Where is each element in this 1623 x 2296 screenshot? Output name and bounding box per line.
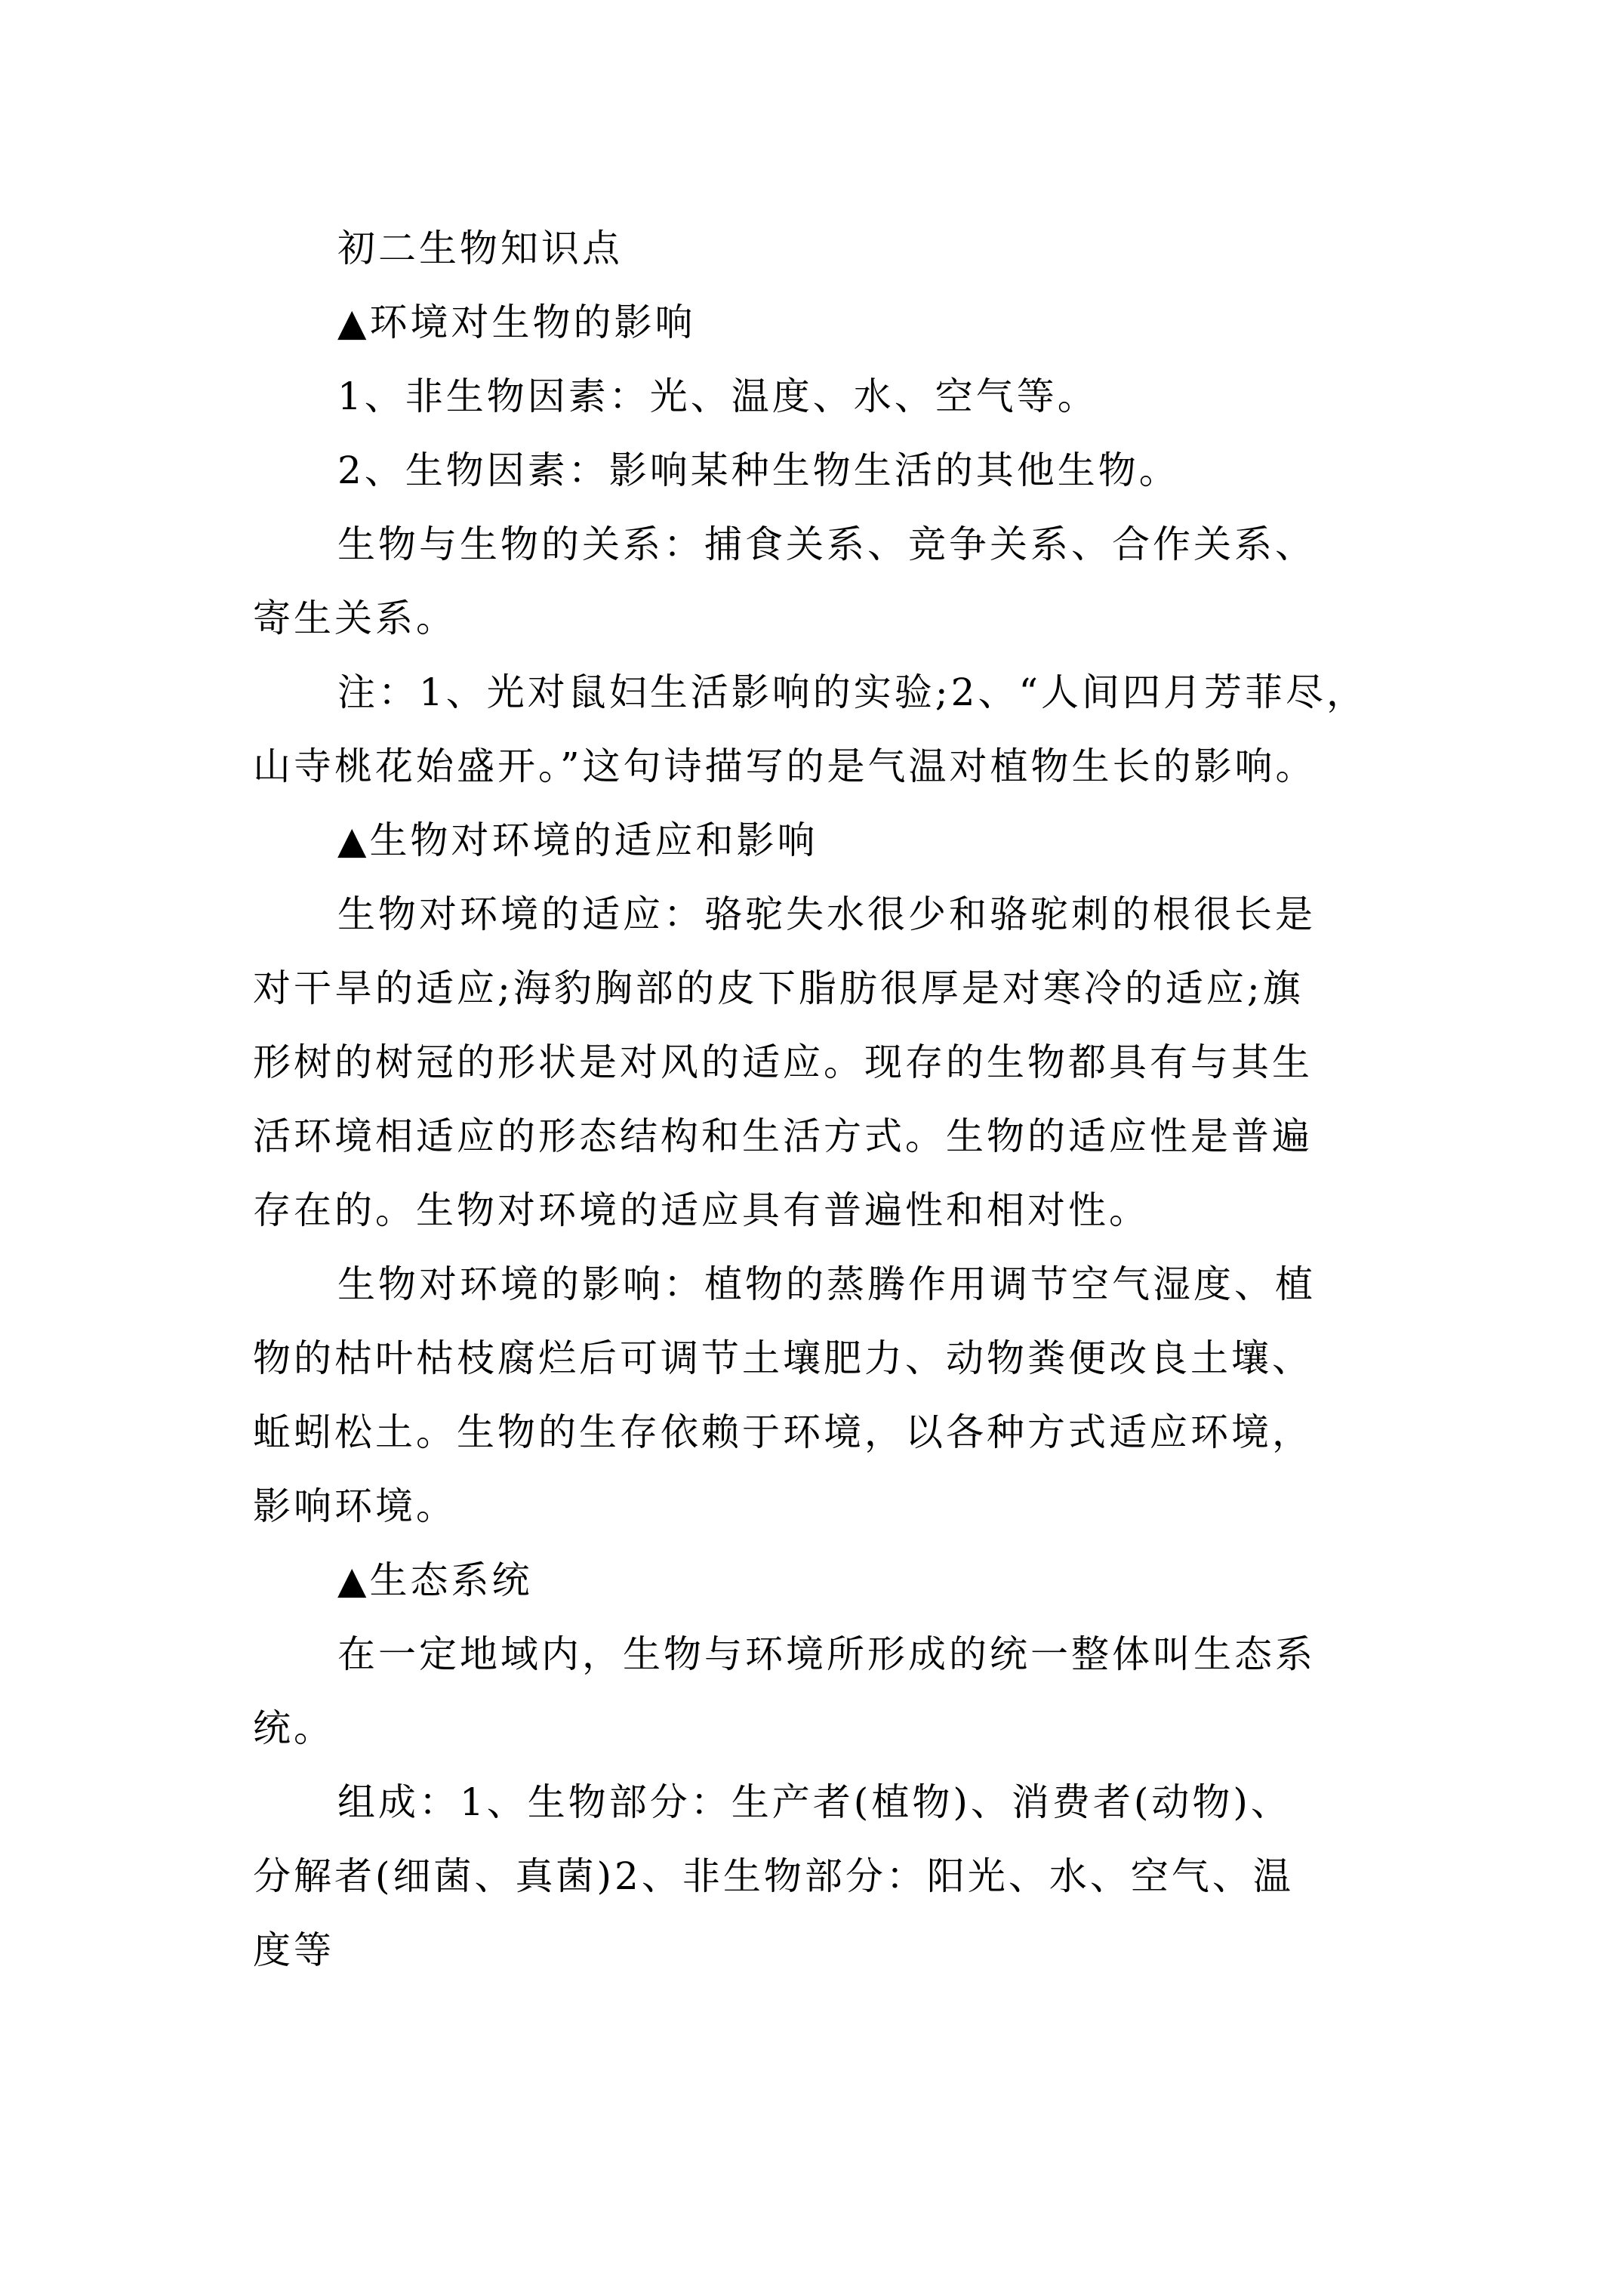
paragraph-line: 生物对环境的影响：植物的蒸腾作用调节空气湿度、植: [337, 1262, 1316, 1306]
paragraph-line: 生物对环境的适应：骆驼失水很少和骆驼刺的根很长是: [337, 892, 1316, 936]
paragraph-line: 注：1、光对鼠妇生活影响的实验;2、“人间四月芳菲尽，: [337, 670, 1368, 714]
paragraph-line: 影响环境。: [253, 1484, 457, 1528]
paragraph-line: 在一定地域内，生物与环境所形成的统一整体叫生态系: [337, 1632, 1316, 1676]
paragraph-line: 蚯蚓松土。生物的生存依赖于环境，以各种方式适应环境，: [253, 1410, 1313, 1454]
paragraph-line: 生物与生物的关系：捕食关系、竞争关系、合作关系、: [337, 522, 1316, 566]
paragraph-line: 活环境相适应的形态结构和生活方式。生物的适应性是普遍: [253, 1114, 1313, 1158]
paragraph-line: 形树的树冠的形状是对风的适应。现存的生物都具有与其生: [253, 1040, 1313, 1084]
section-heading: ▲生物对环境的适应和影响: [337, 818, 818, 862]
paragraph-line: 存在的。生物对环境的适应具有普遍性和相对性。: [253, 1188, 1150, 1232]
paragraph-line: 组成：1、生物部分：生产者(植物)、消费者(动物)、: [337, 1780, 1292, 1824]
paragraph-line: 1、非生物因素：光、温度、水、空气等。: [337, 374, 1098, 418]
paragraph-line: 分解者(细菌、真菌)2、非生物部分：阳光、水、空气、温: [253, 1854, 1294, 1898]
section-heading: ▲生态系统: [337, 1558, 533, 1602]
paragraph-line: 度等: [253, 1928, 334, 1972]
paragraph-line: 统。: [253, 1706, 334, 1750]
paragraph-line: 2、生物因素：影响某种生物生活的其他生物。: [337, 448, 1180, 492]
paragraph-line: 对干旱的适应;海豹胸部的皮下脂肪很厚是对寒冷的适应;旗: [253, 966, 1304, 1010]
paragraph-line: 山寺桃花始盛开。”这句诗描写的是气温对植物生长的影响。: [253, 744, 1317, 788]
document-body: [253, 211, 1393, 1987]
section-heading: ▲环境对生物的影响: [337, 300, 696, 344]
document-title: 初二生物知识点: [337, 227, 623, 270]
paragraph-line: 物的枯叶枯枝腐烂后可调节土壤肥力、动物粪便改良土壤、: [253, 1336, 1313, 1380]
paragraph-line: 寄生关系。: [253, 596, 457, 640]
